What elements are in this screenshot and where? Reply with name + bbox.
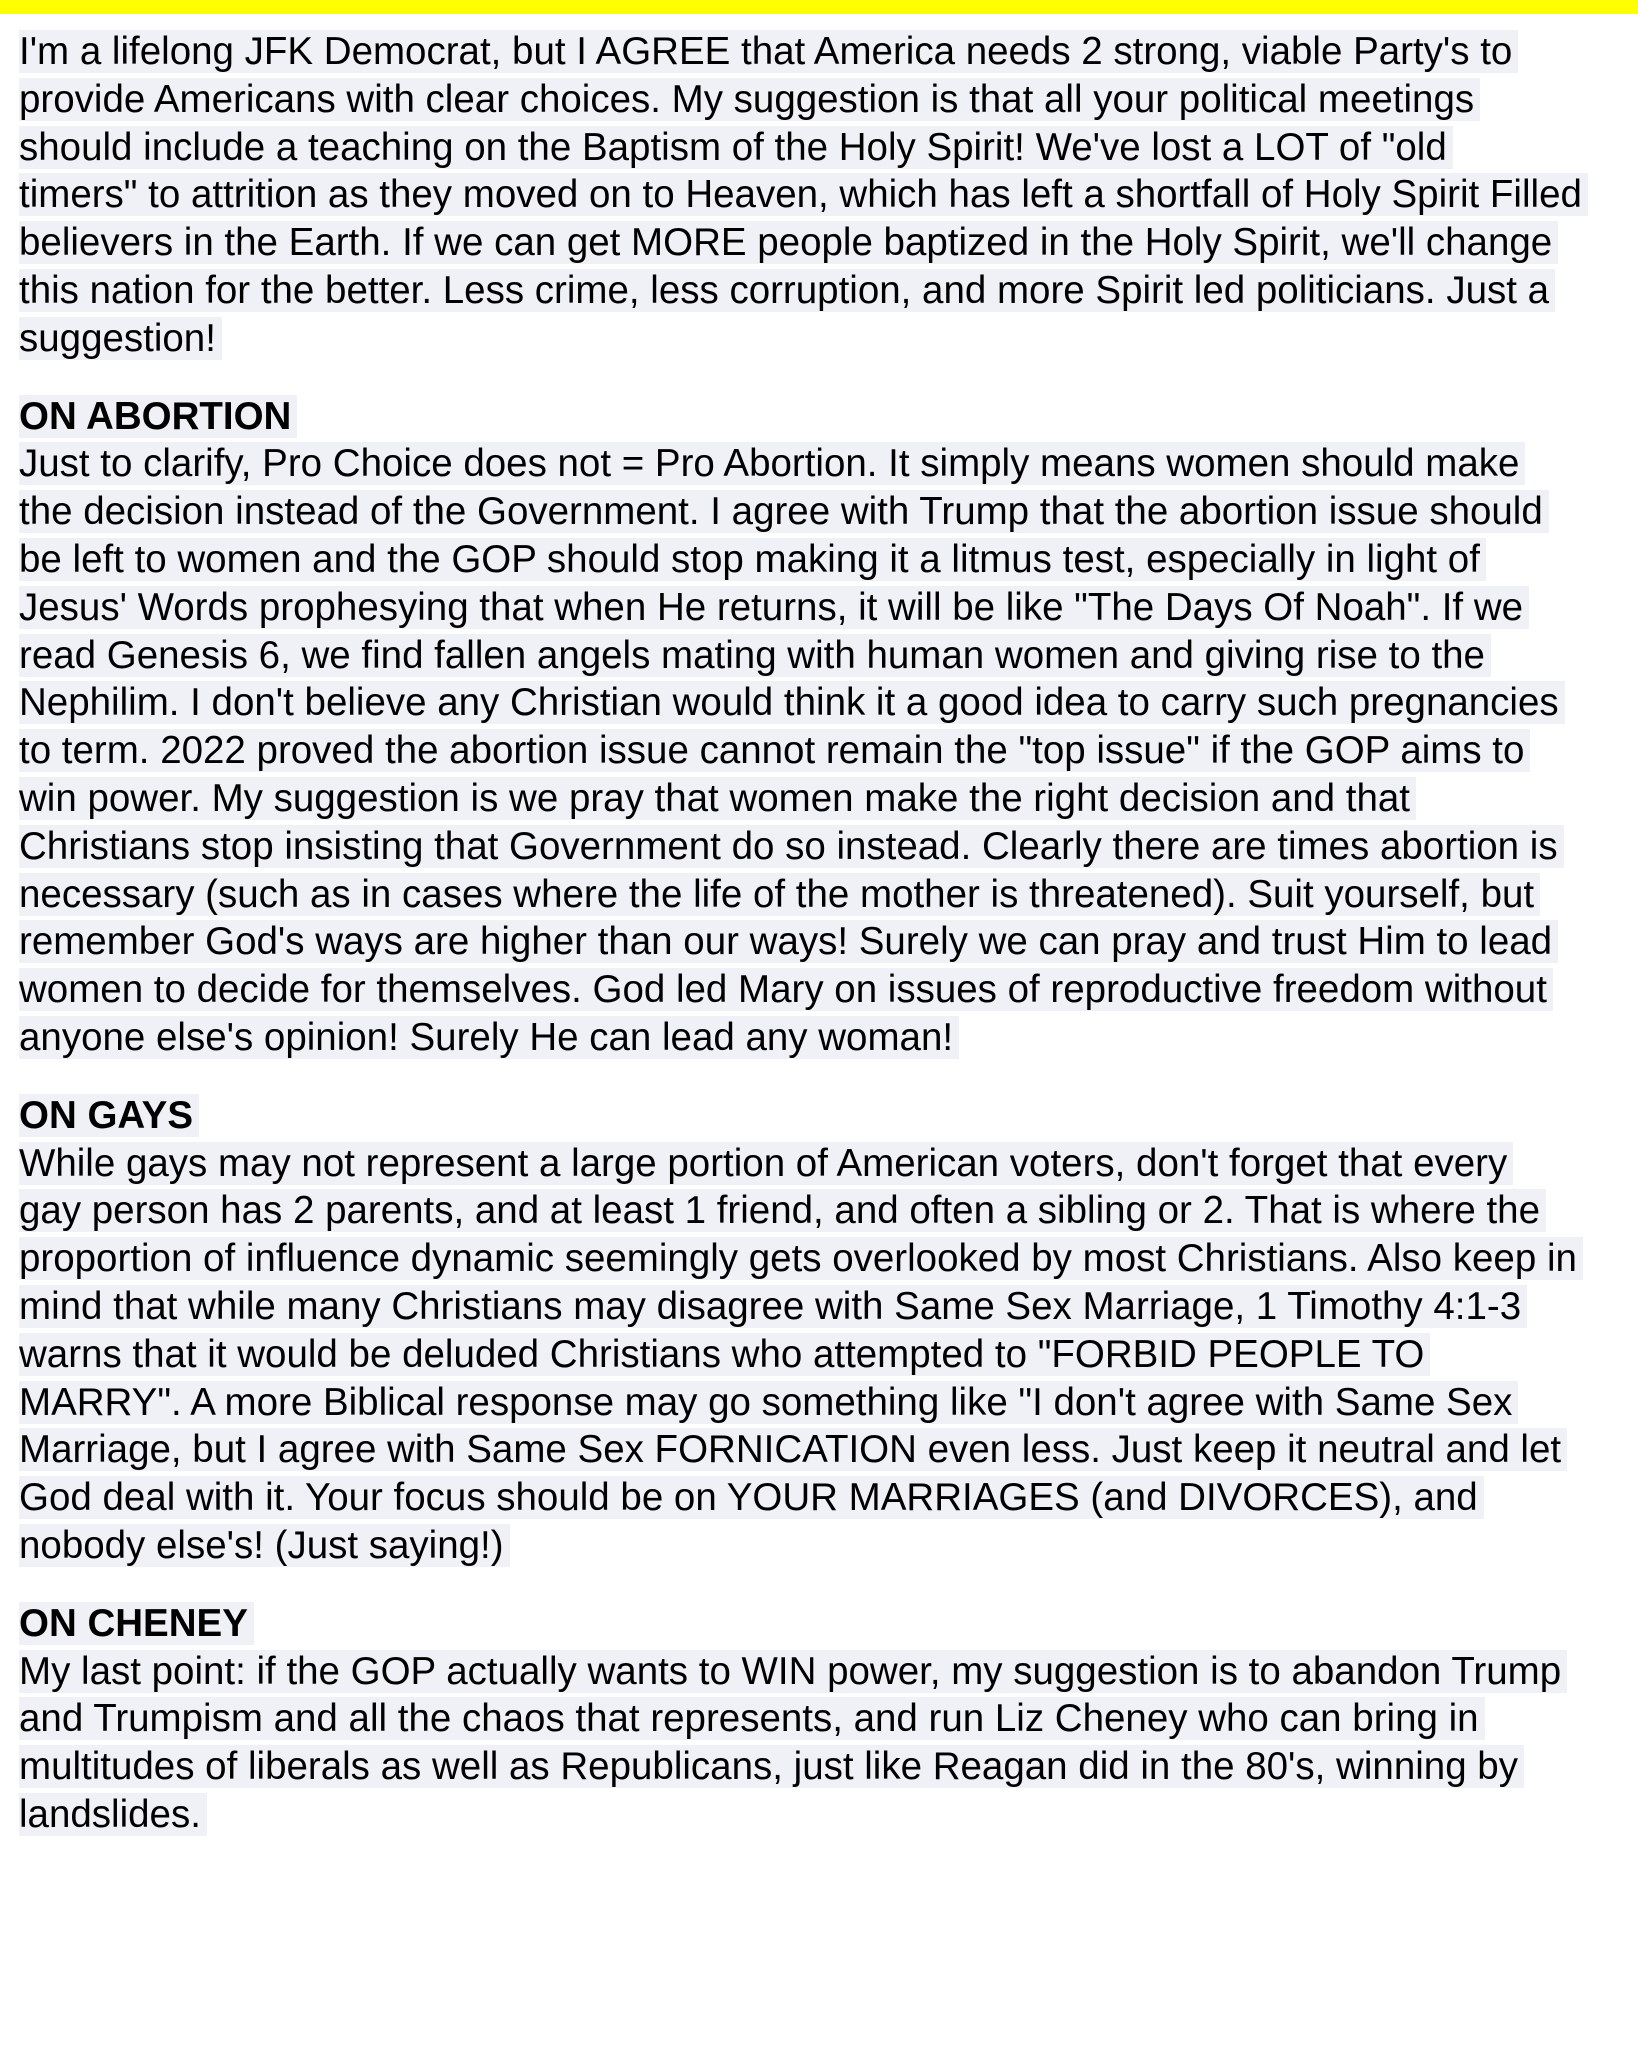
- text-line: anyone else's opinion! Surely He can lead any woman!: [19, 1014, 1638, 1062]
- intro-paragraph: [19, 28, 1638, 363]
- paragraph-gap: [19, 363, 1638, 393]
- text-line: women to decide for themselves. God led Mary on issues of reproductive freedom without: [19, 966, 1638, 1014]
- text-line: this nation for the better. Less crime, less corruption, and more Spirit led politicians. Just a: [19, 267, 1638, 315]
- text-line: suggestion!: [19, 315, 1638, 363]
- text-line: to term. 2022 proved the abortion issue cannot remain the "top issue" if the GOP aims to: [19, 727, 1638, 775]
- abortion-section: [19, 393, 1638, 1062]
- text-line: the decision instead of the Government. I agree with Trump that the abortion issue should: [19, 488, 1638, 536]
- cheney-section: [19, 1600, 1638, 1839]
- text-line: Marriage, but I agree with Same Sex FORNICATION even less. Just keep it neutral and let: [19, 1426, 1638, 1474]
- text-line: necessary (such as in cases where the life of the mother is threatened). Suit yourself, but: [19, 871, 1638, 919]
- text-line: should include a teaching on the Baptism of the Holy Spirit! We've lost a LOT of "old: [19, 124, 1638, 172]
- text-line: landslides.: [19, 1791, 1638, 1839]
- text-line: Christians stop insisting that Government do so instead. Clearly there are times abortion is: [19, 823, 1638, 871]
- yellow-highlight-bar: [0, 0, 1638, 14]
- text-line: MARRY". A more Biblical response may go something like "I don't agree with Same Sex: [19, 1379, 1638, 1427]
- section-heading: ON ABORTION: [19, 393, 1638, 441]
- section-heading: ON CHENEY: [19, 1600, 1638, 1648]
- text-line: Nephilim. I don't believe any Christian would think it a good idea to carry such pregnancies: [19, 679, 1638, 727]
- text-line: My last point: if the GOP actually wants to WIN power, my suggestion is to abandon Trump: [19, 1648, 1638, 1696]
- text-line: God deal with it. Your focus should be on YOUR MARRIAGES (and DIVORCES), and: [19, 1474, 1638, 1522]
- text-line: and Trumpism and all the chaos that represents, and run Liz Cheney who can bring in: [19, 1695, 1638, 1743]
- text-line: gay person has 2 parents, and at least 1 friend, and often a sibling or 2. That is where the: [19, 1187, 1638, 1235]
- text-line: be left to women and the GOP should stop making it a litmus test, especially in light of: [19, 536, 1638, 584]
- text-line: multitudes of liberals as well as Republicans, just like Reagan did in the 80's, winning by: [19, 1743, 1638, 1791]
- text-line: I'm a lifelong JFK Democrat, but I AGREE that America needs 2 strong, viable Party's to: [19, 28, 1638, 76]
- text-line: believers in the Earth. If we can get MORE people baptized in the Holy Spirit, we'll change: [19, 219, 1638, 267]
- text-line: timers" to attrition as they moved on to Heaven, which has left a shortfall of Holy Spirit Filled: [19, 171, 1638, 219]
- text-line: read Genesis 6, we find fallen angels mating with human women and giving rise to the: [19, 632, 1638, 680]
- text-line: provide Americans with clear choices. My suggestion is that all your political meetings: [19, 76, 1638, 124]
- paragraph-gap: [19, 1062, 1638, 1092]
- text-line: mind that while many Christians may disagree with Same Sex Marriage, 1 Timothy 4:1-3: [19, 1283, 1638, 1331]
- text-line: Just to clarify, Pro Choice does not = Pro Abortion. It simply means women should make: [19, 440, 1638, 488]
- text-line: nobody else's! (Just saying!): [19, 1522, 1638, 1570]
- paragraph-gap: [19, 1570, 1638, 1600]
- gays-section: [19, 1092, 1638, 1570]
- text-line: remember God's ways are higher than our ways! Surely we can pray and trust Him to lead: [19, 918, 1638, 966]
- text-line: win power. My suggestion is we pray that women make the right decision and that: [19, 775, 1638, 823]
- section-heading: ON GAYS: [19, 1092, 1638, 1140]
- text-line: While gays may not represent a large portion of American voters, don't forget that every: [19, 1140, 1638, 1188]
- text-line: proportion of influence dynamic seemingly gets overlooked by most Christians. Also keep in: [19, 1235, 1638, 1283]
- text-line: warns that it would be deluded Christians who attempted to "FORBID PEOPLE TO: [19, 1331, 1638, 1379]
- text-line: Jesus' Words prophesying that when He returns, it will be like "The Days Of Noah". If we: [19, 584, 1638, 632]
- document-body: [19, 28, 1638, 1839]
